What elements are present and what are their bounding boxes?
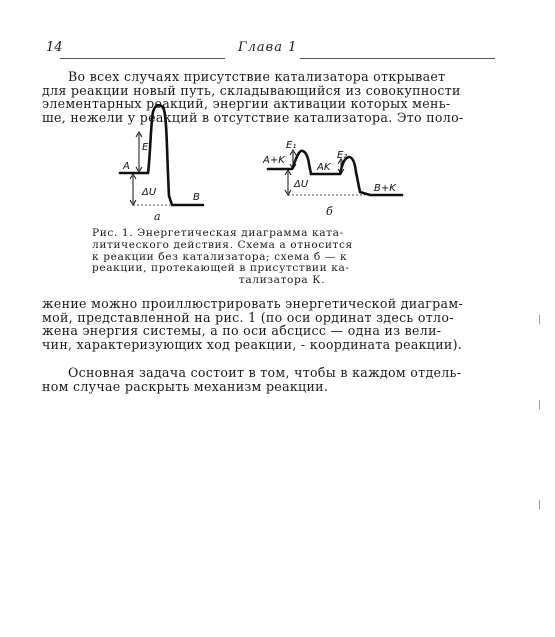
paragraph-2 bbox=[42, 297, 514, 351]
diagram-b-label-e2: E₂ bbox=[337, 150, 348, 161]
paragraph-line: элементарных реакций, энергии активации которых мень- bbox=[42, 96, 451, 112]
figure-caption bbox=[92, 228, 432, 287]
scan-margin-mark: | bbox=[538, 500, 542, 510]
paragraph-line: жена энергия системы, а по оси абсцисс — одна из вели- bbox=[42, 323, 442, 339]
running-head: Глава 1 bbox=[238, 40, 298, 55]
paragraph-3 bbox=[42, 366, 514, 393]
diagram-b-label-delta: ΔU bbox=[294, 179, 309, 190]
diagram-b-label-product: B+K bbox=[374, 183, 396, 194]
paragraph-line: Основная задача состоит в том, чтобы в каждом отдель- bbox=[68, 365, 462, 380]
diagram-b-sublabel: б bbox=[326, 205, 333, 218]
diagram-b-label-e1: E₁ bbox=[286, 140, 297, 151]
diagram-a-label-energy: E bbox=[142, 142, 149, 153]
paragraph-line: для реакции новый путь, складывающийся из совокупности bbox=[42, 82, 461, 98]
caption-line: реакции, протекающей в присутствии ка- bbox=[92, 262, 350, 275]
diagram-b bbox=[262, 140, 402, 218]
diagram-a-curve bbox=[120, 105, 203, 205]
diagram-b-label-intermediate: AK bbox=[317, 162, 331, 173]
paragraph-line: жение можно проиллюстрировать энергетической диаграм- bbox=[42, 296, 463, 311]
scan-margin-mark: | bbox=[538, 400, 542, 410]
paragraph-line: ном случае раскрыть механизм реакции. bbox=[42, 378, 329, 394]
scan-margin-mark: | bbox=[538, 315, 542, 325]
caption-line: литического действия. Схема а относится bbox=[92, 238, 353, 251]
diagram-a-label-reactant: A bbox=[123, 161, 130, 172]
diagram-a-label-product: B bbox=[193, 192, 200, 203]
page-number: 14 bbox=[46, 40, 63, 55]
paragraph-line: чин, характеризующих ход реакции, - координата реакции). bbox=[42, 336, 463, 352]
diagram-a bbox=[120, 105, 203, 223]
paragraph-line: Во всех случаях присутствие катализатора открывает bbox=[68, 69, 446, 84]
diagram-a-label-delta: ΔU bbox=[142, 187, 157, 198]
caption-line: к реакции без катализатора; схема б — к bbox=[92, 250, 348, 263]
caption-line: Рис. 1. Энергетическая диаграмма ката- bbox=[92, 227, 344, 239]
paragraph-line: мой, представленной на рис. 1 (по оси ординат здесь отло- bbox=[42, 309, 454, 325]
caption-line: тализатора К. bbox=[238, 274, 326, 287]
diagram-b-label-reactant: A+K bbox=[263, 155, 285, 166]
diagram-a-sublabel: а bbox=[154, 210, 161, 223]
paragraph-line: ше, нежели у реакций в отсутствие катализатора. Это поло- bbox=[42, 109, 464, 125]
